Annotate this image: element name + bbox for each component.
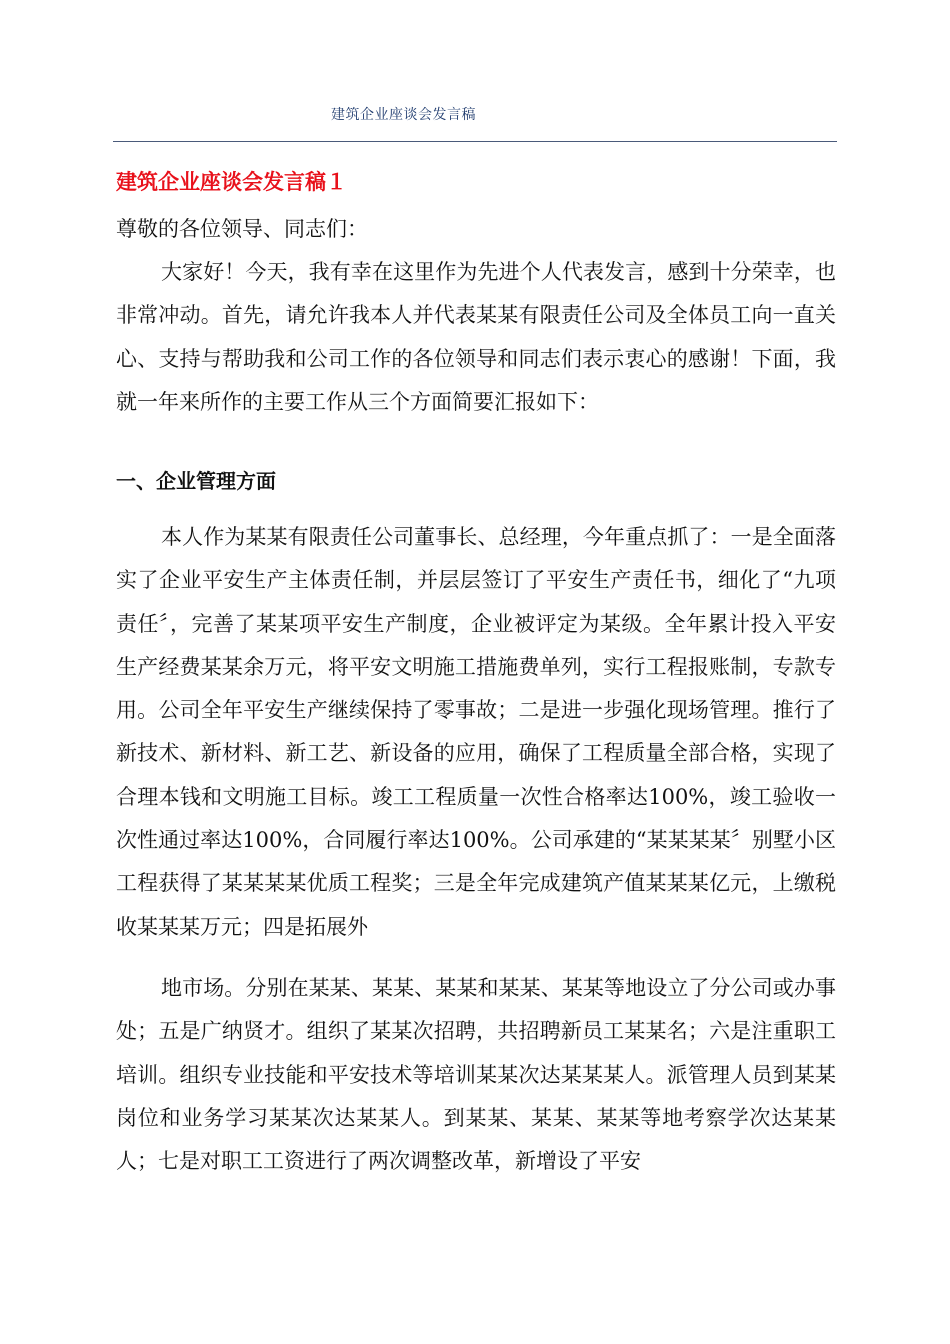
document-title: 建筑企业座谈会发言稿１ — [116, 170, 347, 194]
salutation: 尊敬的各位领导、同志们： — [116, 217, 368, 241]
section-heading: 一、企业管理方面 — [116, 469, 276, 493]
body-paragraph: 地市场。分别在某某、某某、某某和某某、某某等地设立了分公司或办事处；五是广纳贤才。组织了某某次招聘，共招聘新员工某某名；六是注重职工培训。组织专业技能和平安技术等培训某某次达某某某人。派管理人员到某某岗位和业务学习某某次达某某人。到某某、某某、某某等地考察学次达某某人；七是对职工工资进行了两次调整改革，新增设了平安 — [116, 976, 836, 1174]
header-divider — [113, 141, 837, 142]
body-paragraph: 本人作为某某有限责任公司董事长、总经理，今年重点抓了：一是全面落实了企业平安生产主体责任制，并层层签订了平安生产责任书，细化了“九项责任〞，完善了某某项平安生产制度，企业被评定为某级。全年累计投入平安生产经费某某余万元，将平安文明施工措施费单列，实行工程报账制，专款专用。公司全年平安生产继续保持了零事故；二是进一步强化现场管理。推行了新技术、新材料、新工艺、新设备的应用，确保了工程质量全部合格，实现了合理本钱和文明施工目标。竣工工程质量一次性合格率达100%，竣工验收一次性通过率达100%，合同履行率达100%。公司承建的“某某某某〞别墅小区工程获得了某某某某优质工程奖；三是全年完成建筑产值某某某亿元，上缴税收某某某万元；四是拓展外 — [116, 525, 836, 939]
running-header: 建筑企业座谈会发言稿 — [331, 107, 476, 123]
intro-paragraph: 大家好！今天，我有幸在这里作为先进个人代表发言，感到十分荣幸，也非常冲动。首先，请允许我本人并代表某某有限责任公司及全体员工向一直关心、支持与帮助我和公司工作的各位领导和同志们表示衷心的感谢！下面，我就一年来所作的主要工作从三个方面简要汇报如下： — [116, 260, 836, 414]
